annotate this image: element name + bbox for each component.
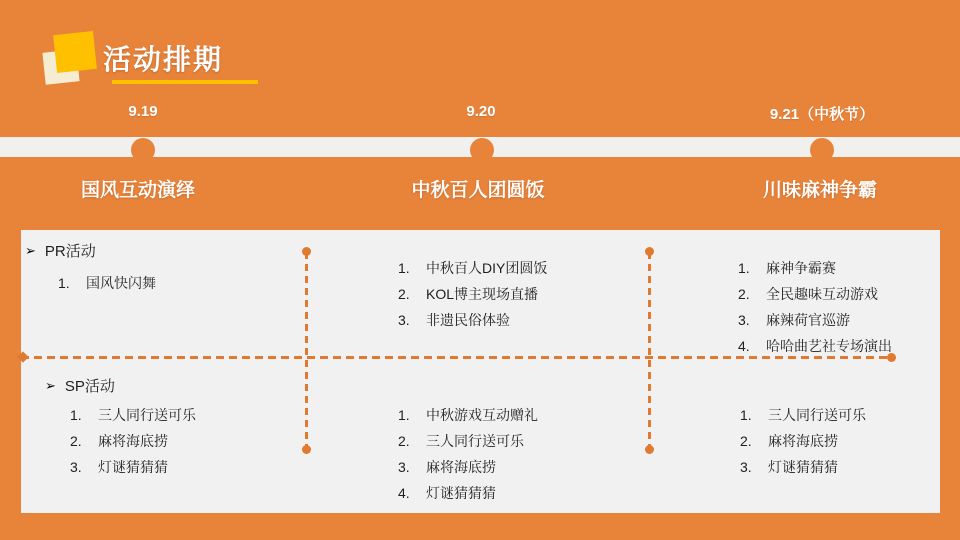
event-title-2: 中秋百人团圆饭 <box>411 180 545 201</box>
divider-dot <box>302 247 311 256</box>
list-item: 三人同行送可乐 <box>426 433 524 449</box>
pr-list-col2 <box>398 255 547 333</box>
pr-list-col1 <box>58 270 156 296</box>
title-underline <box>112 80 258 84</box>
list-item: 三人同行送可乐 <box>768 407 866 423</box>
list-item: KOL博主现场直播 <box>426 286 539 302</box>
pr-section-label: PR活动 <box>44 243 96 260</box>
divider-dot <box>645 247 654 256</box>
divider-dot <box>302 445 311 454</box>
sp-section-header <box>45 375 115 396</box>
column-divider-1 <box>305 252 308 450</box>
arrow-bullet-icon: ➢ <box>25 243 36 258</box>
list-item: 全民趣味互动游戏 <box>766 286 878 302</box>
pr-list-col3 <box>738 255 892 359</box>
divider-diamond <box>17 351 28 362</box>
list-item: 麻辣荷官巡游 <box>766 312 850 328</box>
list-item: 麻将海底捞 <box>98 433 168 449</box>
list-item: 麻神争霸赛 <box>766 260 836 276</box>
list-item: 非遗民俗体验 <box>426 312 510 328</box>
timeline-date-3: 9.21（中秋节） <box>769 106 875 123</box>
timeline-node-1 <box>131 138 155 162</box>
pr-section-header <box>25 240 96 261</box>
divider-dot <box>645 445 654 454</box>
list-item: 中秋游戏互动赠礼 <box>426 407 538 423</box>
timeline-node-2 <box>470 138 494 162</box>
sp-list-col3 <box>740 402 866 480</box>
timeline-date-1: 9.19 <box>128 103 158 120</box>
content-panel <box>21 230 940 513</box>
list-item: 哈哈曲艺社专场演出 <box>766 338 892 354</box>
timeline-date-2: 9.20 <box>466 103 496 120</box>
list-item: 中秋百人DIY团圆饭 <box>426 260 548 276</box>
list-item: 麻将海底捞 <box>768 433 838 449</box>
list-item: 灯谜猜猜猜 <box>768 459 838 475</box>
sp-list-col2 <box>398 402 538 506</box>
list-item: 灯谜猜猜猜 <box>426 485 496 501</box>
slide-title: 活动排期 <box>103 44 224 75</box>
column-divider-2 <box>648 252 651 450</box>
list-item: 灯谜猜猜猜 <box>98 459 168 475</box>
list-item: 国风快闪舞 <box>86 275 156 291</box>
timeline-node-3 <box>810 138 834 162</box>
sp-section-label: SP活动 <box>64 378 115 395</box>
list-item: 三人同行送可乐 <box>98 407 196 423</box>
gold-square-icon <box>53 31 97 73</box>
list-item: 麻将海底捞 <box>426 459 496 475</box>
event-title-3: 川味麻神争霸 <box>762 180 877 201</box>
event-title-1: 国风互动演绎 <box>80 180 195 201</box>
sp-list-col1 <box>70 402 196 480</box>
arrow-bullet-icon: ➢ <box>45 378 56 393</box>
